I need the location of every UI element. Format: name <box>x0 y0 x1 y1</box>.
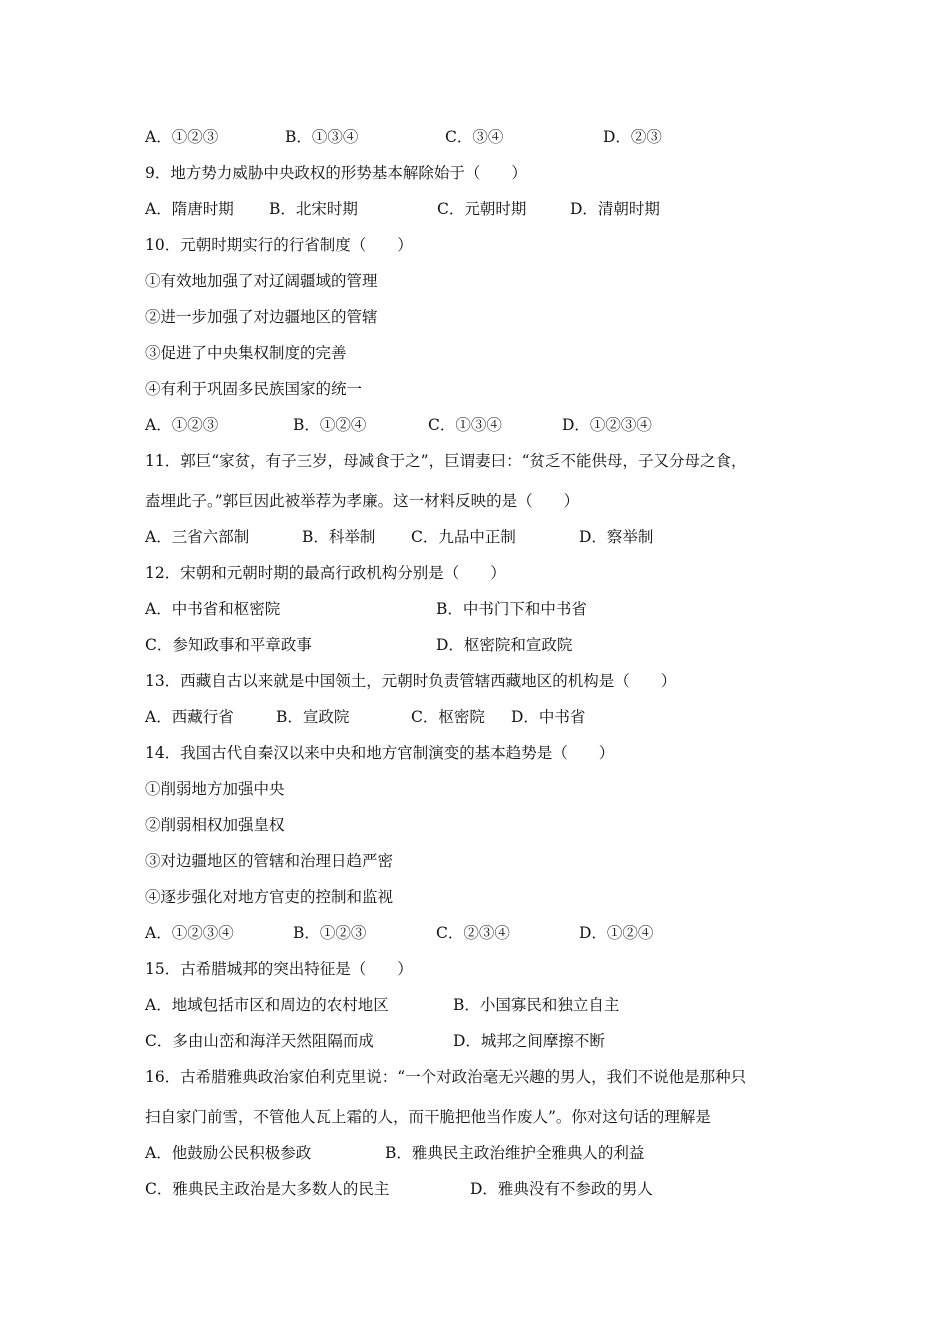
q12-option-a: A．中书省和枢密院 <box>145 600 281 618</box>
q10-option-c: C．①③④ <box>428 416 502 434</box>
q11-option-c: C．九品中正制 <box>411 528 516 546</box>
q8-option-c: C．③④ <box>445 128 504 146</box>
q15-option-b: B．小国寡民和独立自主 <box>453 996 620 1014</box>
q15-stem: 15．古希腊城邦的突出特征是（ ） <box>145 960 413 978</box>
q14-item-2: ②削弱相权加强皇权 <box>145 816 285 834</box>
q13-option-b: B．宣政院 <box>276 708 350 726</box>
q11-option-d: D．察举制 <box>579 528 654 546</box>
q9-option-b: B．北宋时期 <box>269 200 358 218</box>
q9-stem: 9．地方势力威胁中央政权的形势基本解除始于（ ） <box>145 164 527 182</box>
q14-option-c: C．②③④ <box>436 924 510 942</box>
q13-option-c: C．枢密院 <box>411 708 485 726</box>
q14-stem: 14．我国古代自秦汉以来中央和地方官制演变的基本趋势是（ ） <box>145 744 615 762</box>
q10-option-d: D．①②③④ <box>562 416 652 434</box>
q10-item-4: ④有利于巩固多民族国家的统一 <box>145 380 363 398</box>
q14-option-a: A．①②③④ <box>145 924 234 942</box>
q16-option-a: A．他鼓励公民积极参政 <box>145 1144 312 1162</box>
q12-option-b: B．中书门下和中书省 <box>436 600 587 618</box>
q12-stem: 12．宋朝和元朝时期的最高行政机构分别是（ ） <box>145 564 506 582</box>
q14-item-1: ①削弱地方加强中央 <box>145 780 285 798</box>
q10-stem: 10．元朝时期实行的行省制度（ ） <box>145 236 413 254</box>
q11-option-b: B．科举制 <box>302 528 376 546</box>
q16-option-b: B．雅典民主政治维护全雅典人的利益 <box>385 1144 645 1162</box>
q13-option-a: A．西藏行省 <box>145 708 234 726</box>
q15-option-a: A．地域包括市区和周边的农村地区 <box>145 996 389 1014</box>
q14-item-3: ③对边疆地区的管辖和治理日趋严密 <box>145 852 394 870</box>
q13-option-d: D．中书省 <box>511 708 586 726</box>
q10-item-2: ②进一步加强了对边疆地区的管辖 <box>145 308 378 326</box>
q11-stem-line-1: 11．郭巨“家贫，有子三岁，母减食于之”，巨谓妻曰：“贫乏不能供母，子又分母之食， <box>145 452 747 470</box>
q12-option-d: D．枢密院和宣政院 <box>436 636 573 654</box>
q9-option-d: D．清朝时期 <box>570 200 660 218</box>
q10-item-1: ①有效地加强了对辽阔疆域的管理 <box>145 272 378 290</box>
q14-item-4: ④逐步强化对地方官吏的控制和监视 <box>145 888 394 906</box>
q14-option-d: D．①②④ <box>579 924 654 942</box>
q10-item-3: ③促进了中央集权制度的完善 <box>145 344 347 362</box>
q12-option-c: C．参知政事和平章政事 <box>145 636 312 654</box>
q11-stem-line-2: 盍埋此子。”郭巨因此被举荐为孝廉。这一材料反映的是（ ） <box>145 492 580 510</box>
q16-stem-line-1: 16．古希腊雅典政治家伯利克里说：“一个对政治毫无兴趣的男人，我们不说他是那种只 <box>145 1068 747 1086</box>
q10-option-a: A．①②③ <box>145 416 219 434</box>
q8-option-b: B．①③④ <box>285 128 359 146</box>
q13-stem: 13．西藏自古以来就是中国领土，元朝时负责管辖西藏地区的机构是（ ） <box>145 672 677 690</box>
q16-option-d: D．雅典没有不参政的男人 <box>470 1180 653 1198</box>
q11-option-a: A．三省六部制 <box>145 528 250 546</box>
q14-option-b: B．①②③ <box>293 924 367 942</box>
q9-option-c: C．元朝时期 <box>437 200 527 218</box>
q10-option-b: B．①②④ <box>293 416 367 434</box>
q16-option-c: C．雅典民主政治是大多数人的民主 <box>145 1180 390 1198</box>
q8-option-d: D．②③ <box>603 128 662 146</box>
q8-option-a: A．①②③ <box>145 128 219 146</box>
q9-option-a: A．隋唐时期 <box>145 200 234 218</box>
q15-option-d: D．城邦之间摩擦不断 <box>453 1032 605 1050</box>
q16-stem-line-2: 扫自家门前雪，不管他人瓦上霜的人，而干脆把他当作废人”。你对这句话的理解是 <box>145 1108 711 1126</box>
q15-option-c: C．多由山峦和海洋天然阻隔而成 <box>145 1032 374 1050</box>
